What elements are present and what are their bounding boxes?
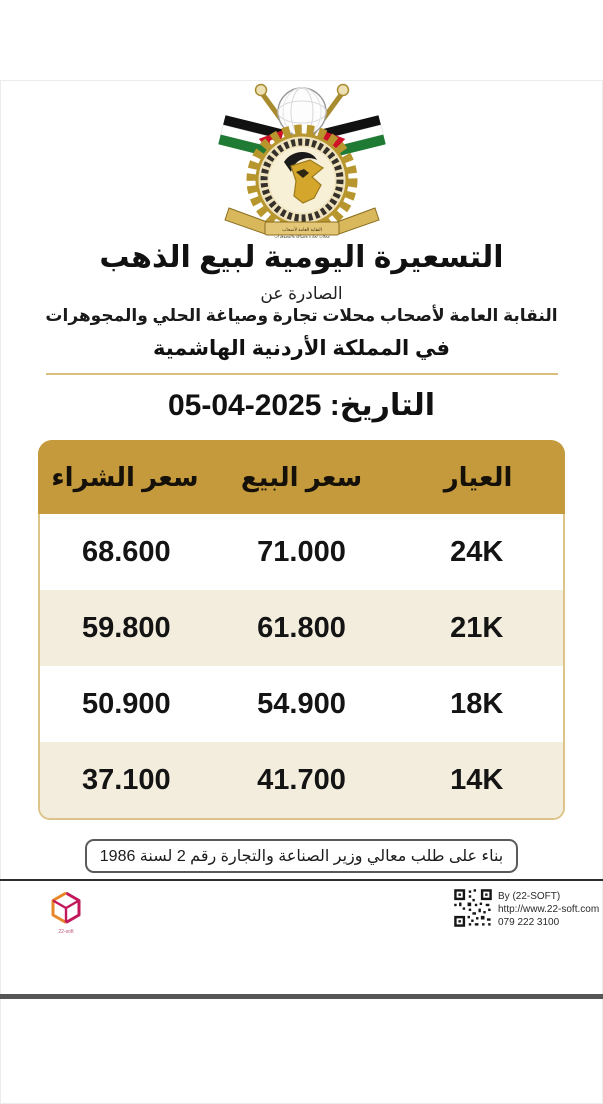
header-sell-price: سعر البيع — [240, 461, 363, 492]
sell-price-value: 61.800 — [257, 611, 346, 644]
date-line — [0, 388, 603, 423]
karat-value: 21K — [450, 611, 504, 644]
credit-url: http://www.22-soft.com — [498, 904, 600, 915]
gold-price-table — [38, 440, 565, 820]
karat-value: 24K — [450, 535, 504, 568]
logo-ribbon-text-left: محلات تجارة وصياغة والمجوهرات — [273, 233, 330, 238]
date-value: 05-04-2025 — [167, 389, 322, 422]
date-label: التاريخ: — [329, 389, 436, 422]
qr-code-icon — [453, 888, 493, 928]
country-line: في المملكة الأردنية الهاشمية — [152, 337, 451, 360]
page-title: التسعيرة اليومية لبيع الذهب — [99, 241, 504, 274]
cube-logo-caption: 22-soft — [58, 929, 74, 935]
table-row — [40, 514, 563, 590]
sell-price-value: 71.000 — [257, 535, 346, 568]
credit-by: By (22-SOFT) — [498, 891, 561, 902]
gold-price-bulletin — [0, 80, 603, 1104]
credits-strip — [0, 881, 603, 999]
buy-price-value: 59.800 — [81, 611, 171, 644]
table-row — [40, 590, 563, 666]
karat-value: 14K — [450, 763, 504, 796]
table-row — [40, 742, 563, 818]
sell-price-value: 41.700 — [257, 763, 346, 796]
sell-price-value: 54.900 — [257, 687, 346, 720]
logo-ribbon-text-right: النقابة العامة لأصحاب — [281, 227, 322, 232]
software-credits — [498, 890, 599, 929]
header-karat: العيار — [443, 461, 513, 492]
syndicate-logo — [211, 80, 393, 238]
karat-value: 18K — [450, 687, 504, 720]
buy-price-value: 37.100 — [81, 763, 171, 796]
decree-note-box: بناء على طلب معالي وزير الصناعة والتجارة رقم 2 لسنة 1986 — [85, 839, 518, 873]
syndicate-name-line: النقابة العامة لأصحاب محلات تجارة وصياغة الحلي والمجوهرات — [45, 306, 558, 325]
table-body — [38, 514, 565, 820]
table-row — [40, 666, 563, 742]
bottom-edge-bar — [0, 994, 603, 999]
gold-divider — [46, 373, 558, 375]
cube-logo-icon — [46, 889, 86, 937]
issued-by-line: الصادرة عن — [260, 284, 343, 303]
buy-price-value: 50.900 — [81, 687, 171, 720]
table-header-row — [38, 440, 565, 514]
buy-price-value: 68.600 — [81, 535, 171, 568]
credit-phone: 079 222 3100 — [498, 917, 560, 928]
header-buy-price: سعر الشراء — [51, 461, 199, 492]
